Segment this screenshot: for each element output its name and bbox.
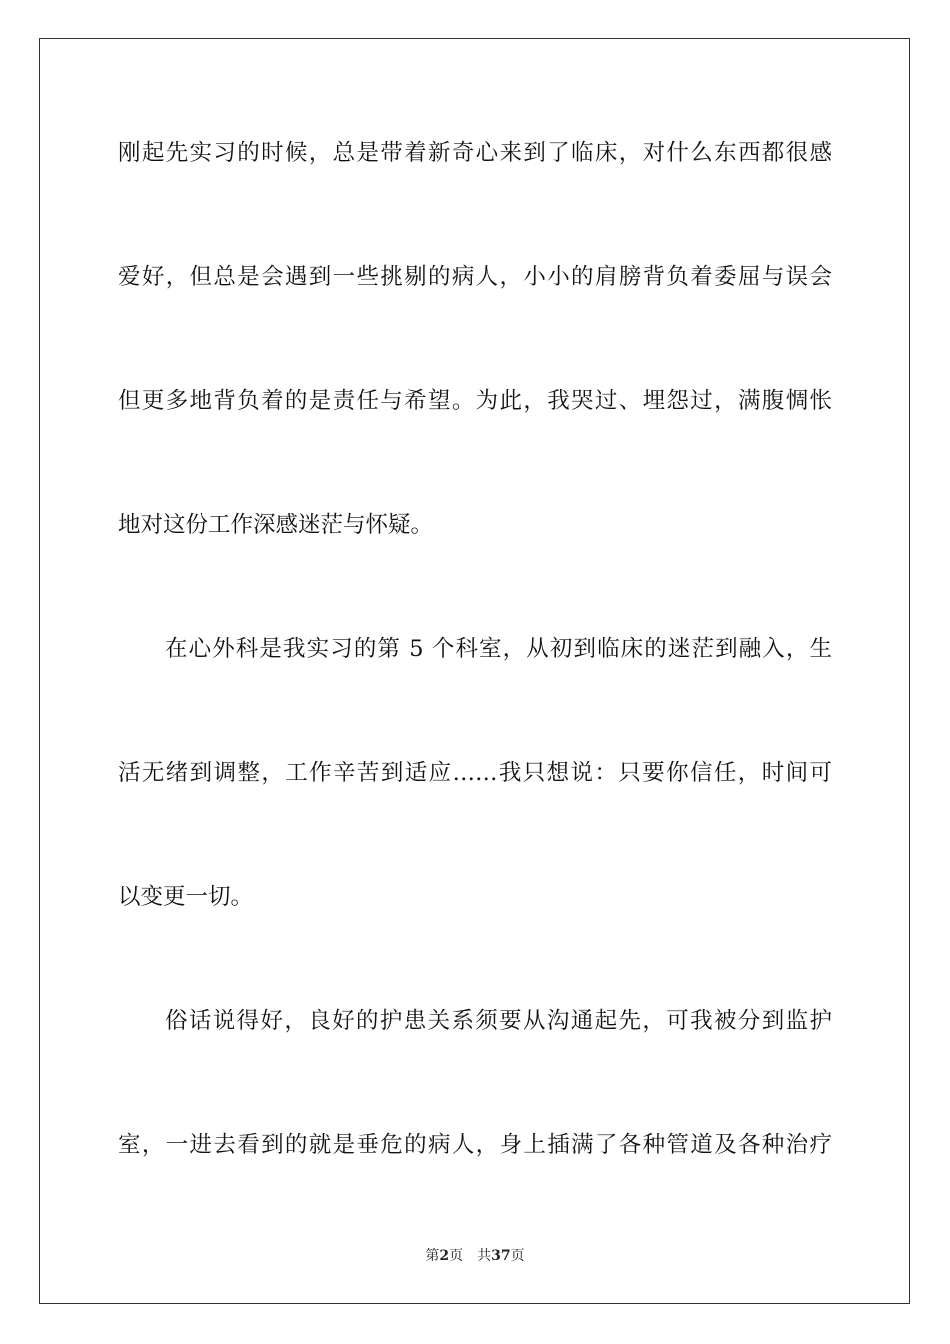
page-border [39,38,910,1304]
footer-page-number: 2 [439,1248,450,1264]
footer-total-suffix: 页 [510,1248,525,1264]
body-line-8: 俗话说得好，良好的护患关系须要从沟通起先，可我被分到监护 [165,1008,832,1034]
footer-page-suffix: 页 [449,1248,464,1264]
body-line-2: 爱好，但总是会遇到一些挑剔的病人，小小的肩膀背负着委屈与误会 [118,264,832,290]
page-footer [0,1246,950,1266]
body-line-6: 活无绪到调整，工作辛苦到适应……我只想说：只要你信任，时间可 [118,760,832,786]
body-line-3: 但更多地背负着的是责任与希望。为此，我哭过、埋怨过，满腹惆怅 [118,388,832,414]
footer-total-prefix: 共 [477,1248,492,1264]
footer-total-pages: 37 [491,1248,511,1264]
body-line-1: 刚起先实习的时候，总是带着新奇心来到了临床，对什么东西都很感 [118,140,832,166]
body-line-9: 室，一进去看到的就是垂危的病人，身上插满了各种管道及各种治疗 [118,1132,832,1158]
body-line-7: 以变更一切。 [118,884,254,910]
footer-page-prefix: 第 [425,1248,440,1264]
body-line-5: 在心外科是我实习的第 5 个科室，从初到临床的迷茫到融入，生 [165,636,832,662]
body-line-4: 地对这份工作深感迷茫与怀疑。 [118,512,434,538]
